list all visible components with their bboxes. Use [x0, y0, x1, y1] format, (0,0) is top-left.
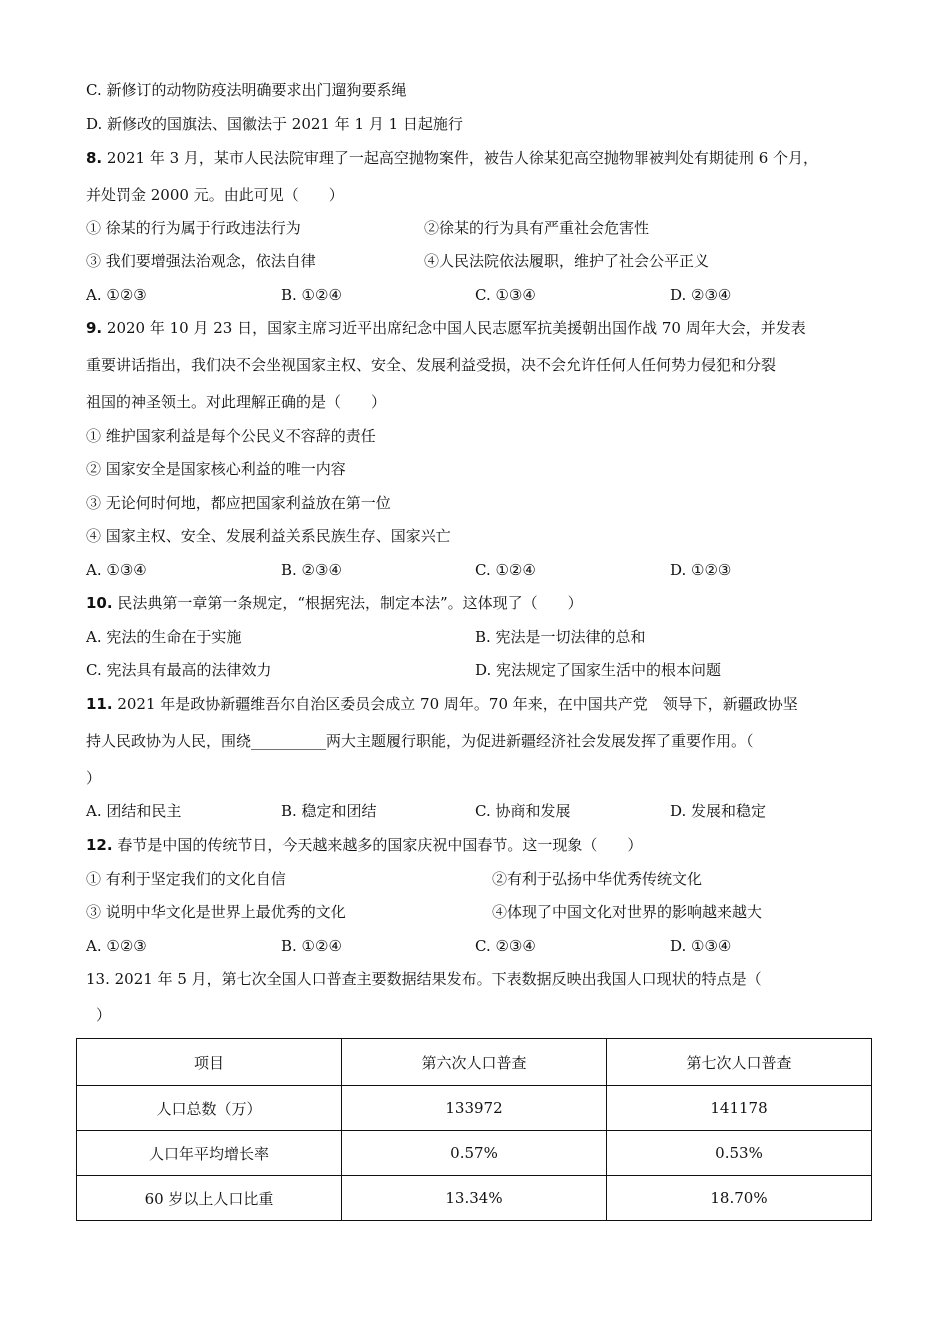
table-cell: 人口年平均增长率 — [77, 1131, 342, 1176]
table-cell: 13.34% — [342, 1176, 607, 1221]
table-header-row — [77, 1039, 872, 1086]
choice-b[interactable]: B. ②③④ — [281, 561, 342, 579]
table-header-cell: 项目 — [77, 1039, 342, 1086]
choice-c[interactable]: C. ①②④ — [475, 561, 536, 579]
question-text: 2021 年 3 月，某市人民法院审理了一起高空抛物案件，被告人徐某犯高空抛物罪被判处有期徒刑 6 个月， — [102, 149, 819, 167]
question-9-stem — [86, 317, 806, 339]
statement-2: ② 国家安全是国家核心利益的唯一内容 — [86, 460, 346, 478]
question-text: 春节是中国的传统节日，今天越来越多的国家庆祝中国春节。这一现象（ ） — [112, 836, 643, 854]
statement-3: ③ 无论何时何地，都应把国家利益放在第一位 — [86, 494, 391, 512]
question-8-stem-cont: 并处罚金 2000 元。由此可见（ ） — [86, 186, 344, 204]
table-cell: 人口总数（万） — [77, 1086, 342, 1131]
choice-c[interactable]: C. 协商和发展 — [475, 802, 571, 820]
question-10-stem — [86, 592, 583, 614]
question-11-stem-cont: 持人民政协为人民，围绕__________两大主题履行职能，为促进新疆经济社会发展发挥了重要作用。（ — [86, 732, 754, 750]
choice-a[interactable]: A. ①②③ — [86, 937, 147, 955]
statement-4: ④体现了中国文化对世界的影响越来越大 — [492, 903, 763, 921]
table-row — [77, 1086, 872, 1131]
question-number: 10. — [86, 594, 113, 612]
statement-2: ②徐某的行为具有严重社会危害性 — [424, 219, 650, 237]
statement-2: ②有利于弘扬中华优秀传统文化 — [492, 870, 703, 888]
statement-3: ③ 我们要增强法治观念，依法自律 — [86, 252, 316, 270]
question-text: 2021 年是政协新疆维吾尔自治区委员会成立 70 周年。70 年来，在中国共产党 领导下，新疆政协坚 — [112, 695, 798, 713]
question-number: 12. — [86, 836, 113, 854]
table-cell: 60 岁以上人口比重 — [77, 1176, 342, 1221]
statement-3: ③ 说明中华文化是世界上最优秀的文化 — [86, 903, 346, 921]
table-cell: 133972 — [342, 1086, 607, 1131]
question-8-stem — [86, 147, 818, 169]
choice-b[interactable]: B. ①②④ — [281, 937, 342, 955]
question-number: 9. — [86, 319, 103, 337]
question-11-stem-cont: ） — [86, 769, 102, 787]
choice-d[interactable]: D. ①③④ — [670, 937, 732, 955]
table-header-cell: 第七次人口普查 — [607, 1039, 872, 1086]
question-12-stem — [86, 834, 642, 856]
question-9-stem-cont: 重要讲话指出，我们决不会坐视国家主权、安全、发展利益受损，决不会允许任何人任何势力侵犯和分裂 — [86, 356, 777, 374]
choice-a[interactable]: A. ①③④ — [86, 561, 147, 579]
question-13-stem: 13. 2021 年 5 月，第七次全国人口普查主要数据结果发布。下表数据反映出我国人口现状的特点是（ — [86, 970, 762, 988]
choice-d[interactable]: D. 发展和稳定 — [670, 802, 767, 820]
table-header-cell: 第六次人口普查 — [342, 1039, 607, 1086]
statement-4: ④ 国家主权、安全、发展利益关系民族生存、国家兴亡 — [86, 527, 451, 545]
choice-a[interactable]: A. 宪法的生命在于实施 — [86, 628, 242, 646]
question-9-stem-cont: 祖国的神圣领土。对此理解正确的是（ ） — [86, 393, 387, 411]
statement-4: ④人民法院依法履职，维护了社会公平正义 — [424, 252, 710, 270]
choice-b[interactable]: B. 宪法是一切法律的总和 — [475, 628, 646, 646]
table-cell: 18.70% — [607, 1176, 872, 1221]
prev-option-d: D. 新修改的国旗法、国徽法于 2021 年 1 月 1 日起施行 — [86, 115, 463, 133]
statement-1: ① 徐某的行为属于行政违法行为 — [86, 219, 301, 237]
prev-option-c: C. 新修订的动物防疫法明确要求出门遛狗要系绳 — [86, 81, 407, 99]
choice-d[interactable]: D. ①②③ — [670, 561, 732, 579]
choice-c[interactable]: C. ①③④ — [475, 286, 536, 304]
question-number: 8. — [86, 149, 103, 167]
choice-d[interactable]: D. 宪法规定了国家生活中的根本问题 — [475, 661, 722, 679]
question-text: 2020 年 10 月 23 日，国家主席习近平出席纪念中国人民志愿军抗美援朝出国作战 70 周年大会，并发表 — [102, 319, 806, 337]
census-table — [76, 1038, 872, 1221]
statement-1: ① 维护国家利益是每个公民义不容辞的责任 — [86, 427, 376, 445]
choice-c[interactable]: C. 宪法具有最高的法律效力 — [86, 661, 272, 679]
question-text: 民法典第一章第一条规定，“根据宪法，制定本法”。这体现了（ ） — [112, 594, 583, 612]
choice-d[interactable]: D. ②③④ — [670, 286, 732, 304]
choice-b[interactable]: B. ①②④ — [281, 286, 342, 304]
table-cell: 0.53% — [607, 1131, 872, 1176]
choice-a[interactable]: A. 团结和民主 — [86, 802, 182, 820]
question-number: 11. — [86, 695, 113, 713]
table-row — [77, 1176, 872, 1221]
choice-b[interactable]: B. 稳定和团结 — [281, 802, 377, 820]
table-row — [77, 1131, 872, 1176]
question-13-stem-cont: ） — [96, 1006, 112, 1024]
table-cell: 0.57% — [342, 1131, 607, 1176]
choice-a[interactable]: A. ①②③ — [86, 286, 147, 304]
question-11-stem — [86, 693, 798, 715]
choice-c[interactable]: C. ②③④ — [475, 937, 536, 955]
table-cell: 141178 — [607, 1086, 872, 1131]
statement-1: ① 有利于坚定我们的文化自信 — [86, 870, 286, 888]
